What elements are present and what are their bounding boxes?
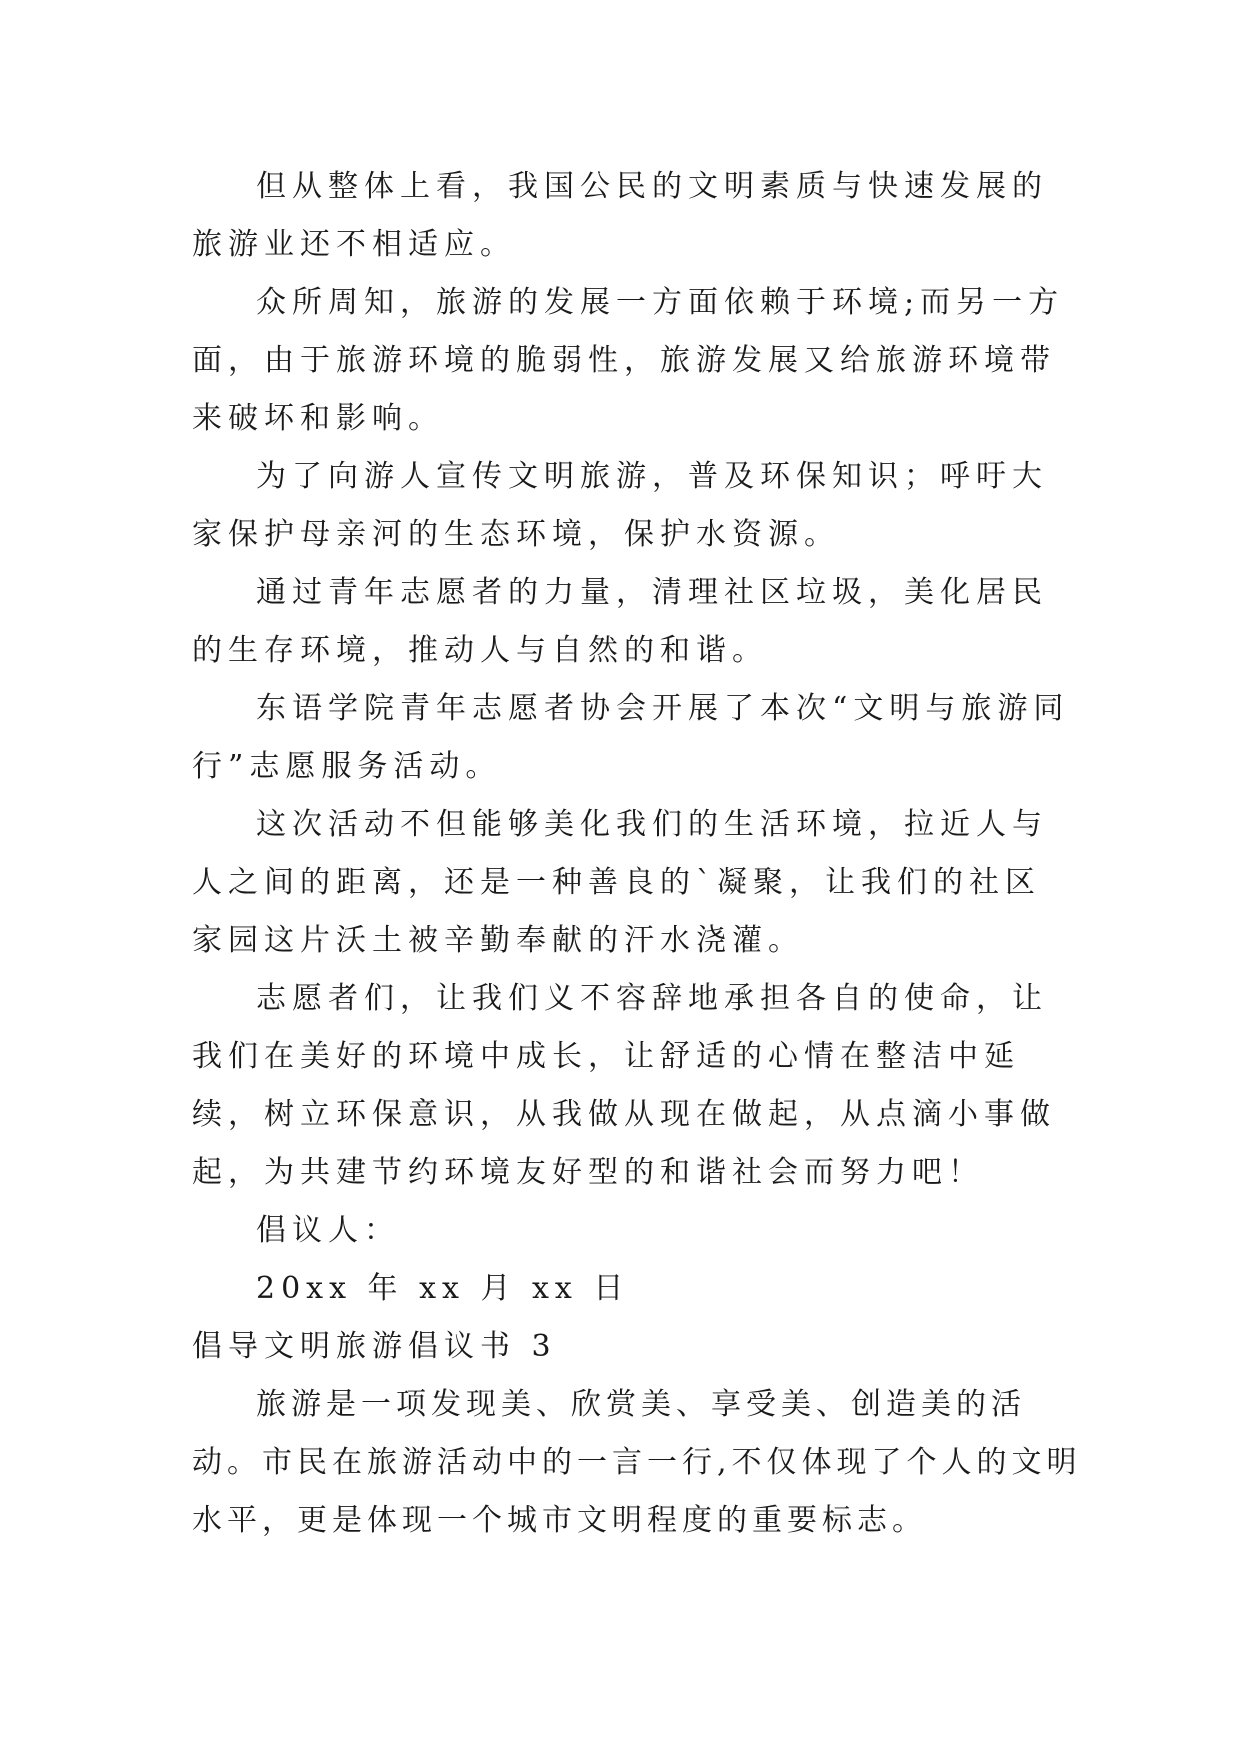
paragraph-3: 为了向游人宣传文明旅游，普及环保知识；呼吁大家保护母亲河的生态环境，保护水资源。 bbox=[192, 459, 1048, 552]
paragraph-2: 众所周知，旅游的发展一方面依赖于环境;而另一方面，由于旅游环境的脆弱性，旅游发展又给旅游环境带来破坏和影响。 bbox=[192, 285, 1065, 436]
section-paragraph: 旅游是一项发现美、欣赏美、享受美、创造美的活动。市民在旅游活动中的一言一行,不仅体现了个人的文明水平，更是体现一个城市文明程度的重要标志。 bbox=[192, 1387, 1082, 1538]
paragraph-7: 志愿者们，让我们义不容辞地承担各自的使命，让我们在美好的环境中成长，让舒适的心情在整洁中延续，树立环保意识，从我做从现在做起，从点滴小事做起，为共建节约环境友好型的和谐社会而努力吧！ bbox=[192, 981, 1056, 1190]
section-title: 倡导文明旅游倡议书 3 bbox=[192, 1329, 557, 1364]
paragraph-5: 东语学院青年志愿者协会开展了本次“文明与旅游同行”志愿服务活动。 bbox=[192, 691, 1070, 784]
proposer-label: 倡议人： bbox=[256, 1213, 400, 1248]
paragraph-6: 这次活动不但能够美化我们的生活环境，拉近人与人之间的距离，还是一种善良的`凝聚，让我们的社区家园这片沃土被辛勤奉献的汗水浇灌。 bbox=[192, 807, 1048, 958]
paragraph-1: 但从整体上看，我国公民的文明素质与快速发展的旅游业还不相适应。 bbox=[192, 169, 1048, 262]
paragraph-4: 通过青年志愿者的力量，清理社区垃圾，美化居民的生存环境，推动人与自然的和谐。 bbox=[192, 575, 1048, 668]
document-body bbox=[192, 158, 1082, 1550]
date-line: 20xx 年 xx 月 xx 日 bbox=[256, 1271, 630, 1306]
